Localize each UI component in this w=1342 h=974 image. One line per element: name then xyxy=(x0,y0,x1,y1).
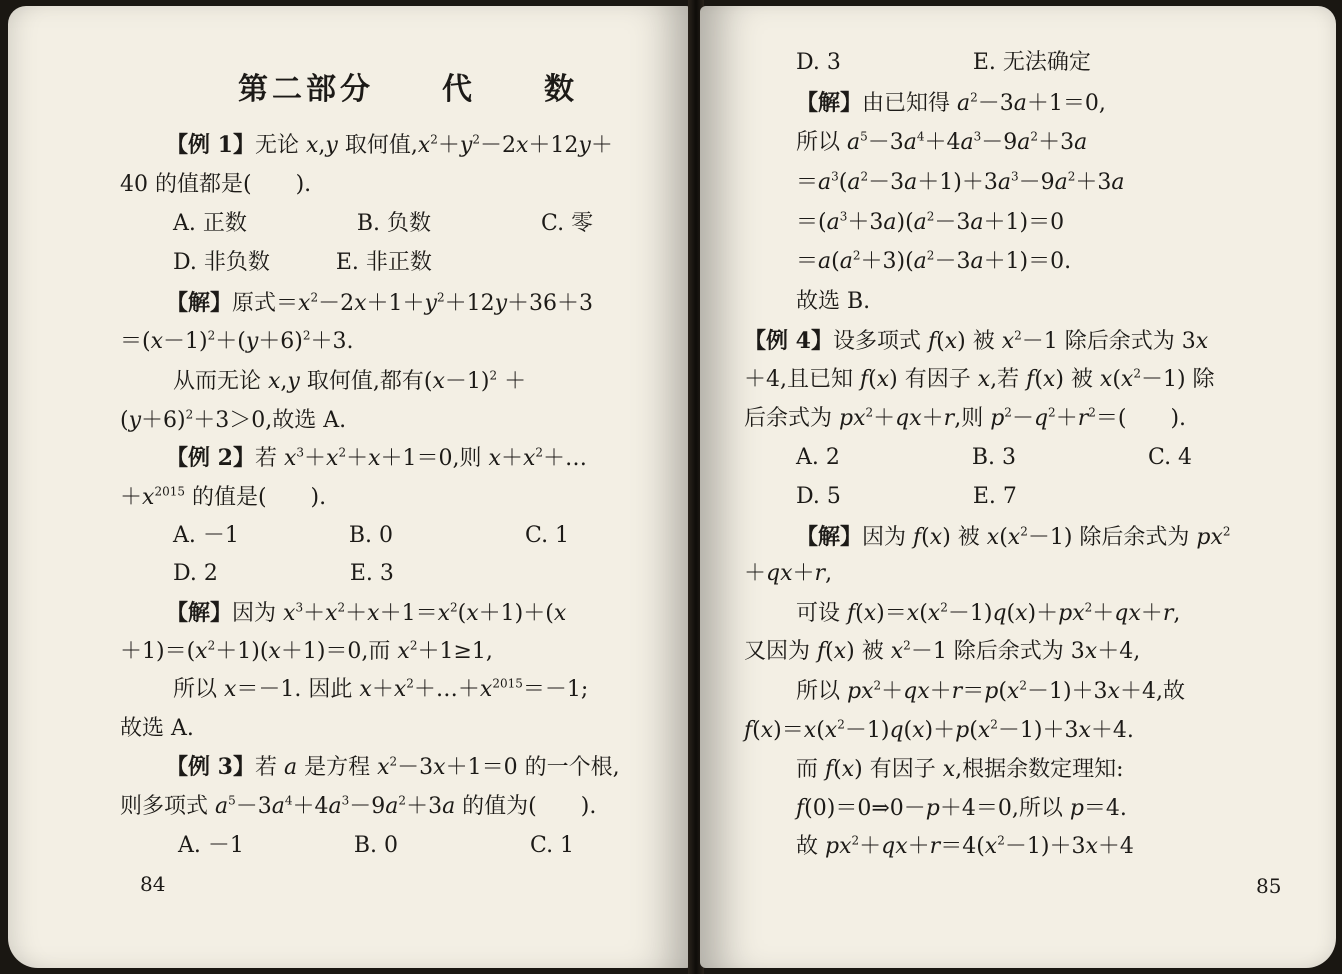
left-text-line: 故选 A. xyxy=(120,716,194,741)
left-text-line: A. －1 B. 0 C. 1 xyxy=(178,833,575,858)
left-text-line: 【例 3】若 a 是方程 $x^2-3x+1=0$ 的一个根, xyxy=(166,754,620,780)
left-text-line: 所以 x＝－1. 因此 $x+x^2+\dots+x^{2015}=-1$; xyxy=(173,676,589,702)
right-text-line: 故选 B. xyxy=(796,289,871,314)
right-text-column xyxy=(700,6,1336,968)
left-text-line: 【例 1】无论 x,y 取何值$,x^2+y^2-2x+12y+$ xyxy=(166,132,613,158)
left-page-number: 84 xyxy=(140,872,166,896)
right-text-line: $=a(a^2+3)(a^2-3a+1)=0$. xyxy=(796,248,1072,274)
section-title: 第二部分 代 数 xyxy=(238,72,578,107)
right-text-line: 故 $px^2+qx+r=4(x^2-1)+3x+4$ xyxy=(796,833,1134,859)
right-text-line: ＋qx＋r, xyxy=(744,561,833,586)
right-text-line: 后余式为 $px^2+qx+r$,则 $p^2-q^2+r^2=$( ). xyxy=(744,405,1187,431)
left-text-line: $+1)=(x^2+1)(x+1)=0$,而 $x^2+1\ge 1$, xyxy=(120,638,493,664)
left-text-column xyxy=(8,6,692,968)
right-text-line: 又因为 f(x) 被 $x^2-1$ 除后余式为 3x＋4, xyxy=(744,638,1141,664)
right-text-line: ＋4,且已知 f(x) 有因子 x,若 f(x) 被 $x(x^2-1)$ 除 xyxy=(744,366,1215,392)
right-page-number: 85 xyxy=(1256,874,1282,898)
left-text-line: D. 非负数 E. 非正数 xyxy=(173,250,432,275)
right-page xyxy=(700,6,1336,968)
right-text-line: 【例 4】设多项式 f(x) 被 $x^2-1$ 除后余式为 3x xyxy=(744,328,1209,354)
right-text-line: 【解】由已知得 $a^2-3a+1=0$, xyxy=(796,90,1106,116)
right-text-line: 【解】因为 f(x) 被 $x(x^2-1)$ 除后余式为 $px^2$ xyxy=(796,524,1231,550)
left-text-line: 【例 2】若 $x^3+x^2+x+1=0$,则 $x+x^2+\dots$ xyxy=(166,445,588,471)
right-text-line: 而 f(x) 有因子 x,根据余数定理知: xyxy=(796,757,1124,782)
left-text-line: $+x^{2015}$ 的值是( ). xyxy=(120,484,327,510)
left-text-line: $(y+6)^2+3>0$,故选 A. xyxy=(120,407,347,433)
left-text-line: A. 正数 B. 负数 C. 零 xyxy=(173,211,594,236)
left-text-line: 【解】因为 $x^3+x^2+x+1=x^2(x+1)+(x$ xyxy=(166,600,567,626)
left-text-line: 从而无论 x,y 取何值,都有$(x-1)^2$ ＋ xyxy=(173,368,527,394)
left-page xyxy=(8,6,692,968)
right-text-line: D. 5 E. 7 xyxy=(796,484,1017,509)
left-text-line: D. 2 E. 3 xyxy=(173,561,394,586)
left-text-line: $=(x-1)^2+(y+6)^2+3$. xyxy=(120,328,354,354)
left-text-line: A. －1 B. 0 C. 1 xyxy=(173,523,570,548)
right-text-line: 所以 $a^5-3a^4+4a^3-9a^2+3a$ xyxy=(796,129,1088,155)
right-text-line: $=(a^3+3a)(a^2-3a+1)=0$ xyxy=(796,209,1065,235)
left-text-line: 【解】原式$=x^2-2x+1+y^2+12y+36+3$ xyxy=(166,290,594,316)
right-text-line: $=a^3(a^2-3a+1)+3a^3-9a^2+3a$ xyxy=(796,169,1125,195)
right-text-line: 所以 $px^2+qx+r=p(x^2-1)+3x+4$,故 xyxy=(796,678,1185,704)
left-text-line: 则多项式 $a^5-3a^4+4a^3-9a^2+3a$ 的值为( ). xyxy=(120,793,597,819)
left-text-line: 40 的值都是( ). xyxy=(120,172,312,197)
right-text-line: 可设 $f(x)=x(x^2-1)q(x)+px^2+qx+r$, xyxy=(796,600,1181,626)
right-text-line: f(0)＝0⇒0－p＋4＝0,所以 p＝4. xyxy=(796,796,1127,821)
right-text-line: $f(x)=x(x^2-1)q(x)+p(x^2-1)+3x+4$. xyxy=(744,717,1134,743)
right-text-line: D. 3 E. 无法确定 xyxy=(796,50,1091,75)
right-text-line: A. 2 B. 3 C. 4 xyxy=(796,445,1193,470)
